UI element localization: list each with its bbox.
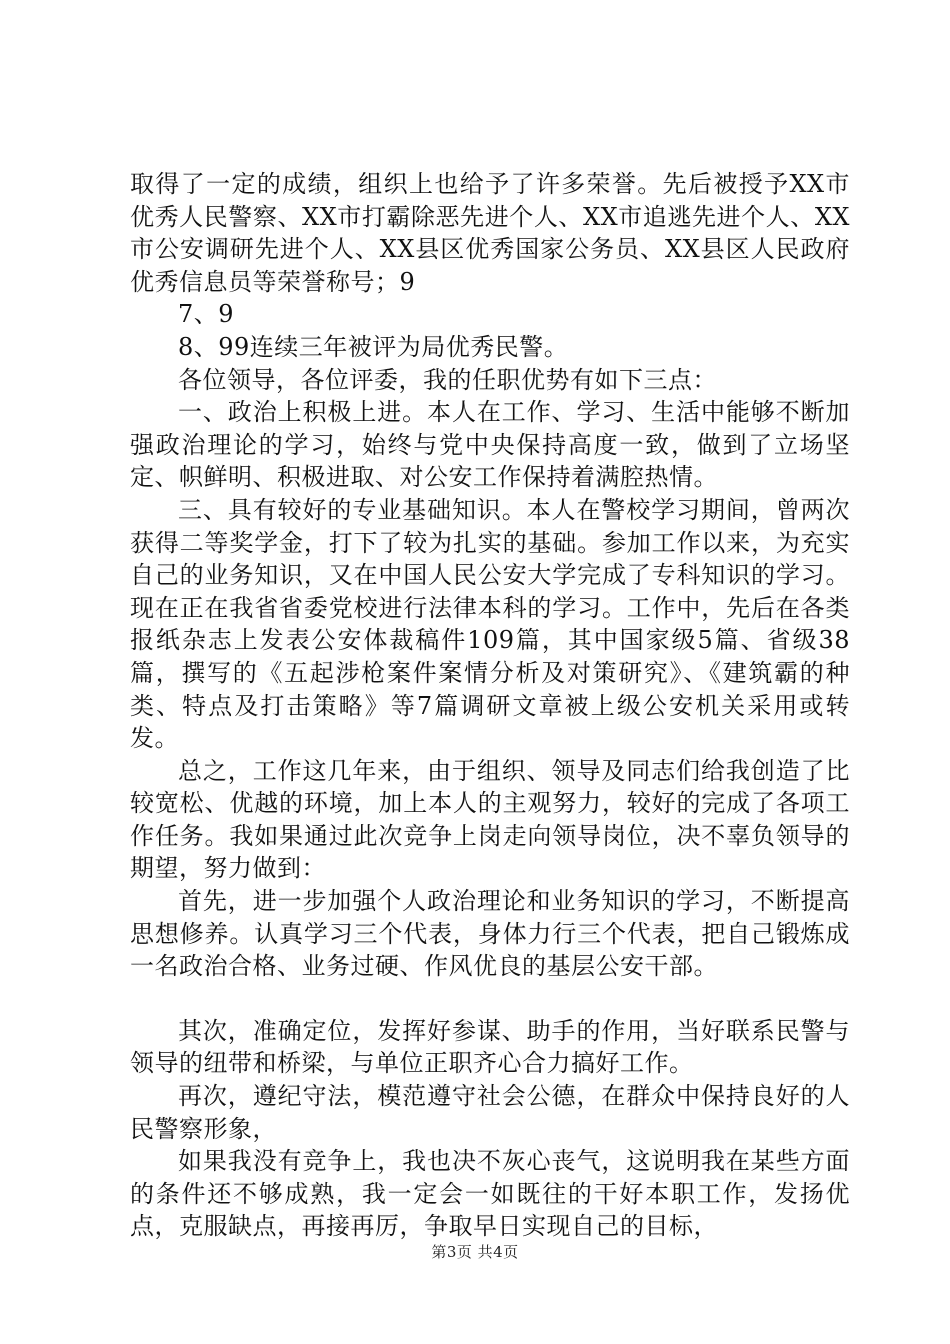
paragraph: 其次，准确定位，发挥好参谋、助手的作用，当好联系民警与领导的纽带和桥梁，与单位正职齐心合力搞好工作。 (130, 1016, 850, 1078)
paragraph: 各位领导，各位评委，我的任职优势有如下三点： (178, 365, 717, 394)
page-footer (0, 1241, 950, 1262)
paragraph: 7、9 (178, 300, 235, 329)
paragraph: 取得了一定的成绩，组织上也给予了许多荣誉。先后被授予XX市优秀人民警察、XX市打霸除恶先进个人、XX市追逃先进个人、XX市公安调研先进个人、XX县区优秀国家公务员、XX县区人民政府优秀信息员等荣誉称号；9 (130, 170, 850, 296)
document-body (130, 168, 850, 1243)
paragraph: 三、具有较好的专业基础知识。本人在警校学习期间，曾两次获得二等奖学金，打下了较为扎实的基础。参加工作以来，为充实自己的业务知识，又在中国人民公安大学完成了专科知识的学习。现在正在我省省委党校进行法律本科的学习。工作中，先后在各类报纸杂志上发表公安体裁稿件109篇，其中国家级5篇、省级38篇，撰写的《五起涉枪案件案情分析及对策研究》、《建筑霸的种类、特点及打击策略》等7篇调研文章被上级公安机关采用或转发。 (130, 495, 850, 753)
paragraph: 如果我没有竞争上，我也决不灰心丧气，这说明我在某些方面的条件还不够成熟，我一定会一如既往的干好本职工作，发扬优点，克服缺点，再接再厉，争取早日实现自己的目标， (130, 1147, 850, 1241)
paragraph: 一、政治上积极上进。本人在工作、学习、生活中能够不断加强政治理论的学习，始终与党中央保持高度一致，做到了立场坚定、帜鲜明、积极进取、对公安工作保持着满腔热情。 (130, 398, 850, 492)
paragraph: 8、99连续三年被评为局优秀民警。 (178, 332, 569, 361)
paragraph: 总之，工作这几年来，由于组织、领导及同志们给我创造了比较宽松、优越的环境，加上本人的主观努力，较好的完成了各项工作任务。我如果通过此次竞争上岗走向领导岗位，决不辜负领导的期望，努力做到： (130, 756, 850, 883)
paragraph: 再次，遵纪守法，模范遵守社会公德，在群众中保持良好的人民警察形象， (130, 1082, 850, 1143)
paragraph: 首先，进一步加强个人政治理论和业务知识的学习，不断提高思想修养。认真学习三个代表，身体力行三个代表，把自己锻炼成一名政治合格、业务过硬、作风优良的基层公安干部。 (130, 887, 850, 981)
page-number-label: 第3页 共4页 (431, 1243, 519, 1261)
